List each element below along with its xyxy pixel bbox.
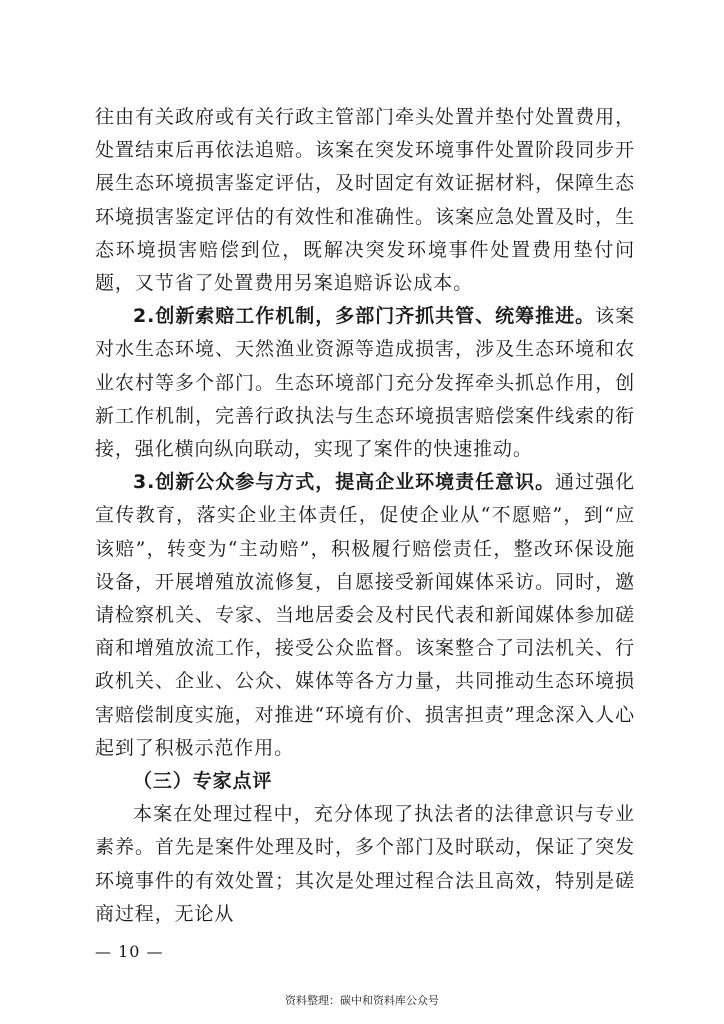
paragraph-3 — [95, 466, 635, 765]
paragraph-1: 往由有关政府或有关行政主管部门牵头处置并垫付处置费用，处置结束后再依法追赔。该案在突发环境事件处置阶段同步开展生态环境损害鉴定评估，及时固定有效证据材料，保障生态环境损害鉴定评估的有效性和准确性。该案应急处置及时，生态环境损害赔偿到位，既解决突发环境事件处置费用垫付问题，又节省了处置费用另案追赔诉讼成本。 — [95, 106, 635, 295]
page-number: — 10 — — [95, 942, 164, 961]
paragraph-2-body: 该案对水生态环境、天然渔业资源等造成损害，涉及生态环境和农业农村等多个部门。生态环境部门充分发挥牵头抓总作用，创新工作机制，完善行政执法与生态环境损害赔偿案件线索的衔接，强化横向纵向联动，实现了案件的快速推动。 — [95, 305, 635, 461]
paragraph-2-heading: 2.创新索赔工作机制，多部门齐抓共管、统筹推进。 — [133, 305, 596, 328]
document-body — [95, 101, 635, 931]
footer-source-note: 资料整理：碳中和资料库公众号 — [285, 994, 439, 1007]
section-heading-expert-review: （三）专家点评 — [133, 770, 273, 793]
paragraph-4: 本案在处理过程中，充分体现了执法者的法律意识与专业素养。首先是案件处理及时，多个部门及时联动，保证了突发环境事件的有效处置；其次是处理过程合法且高效，特别是磋商过程，无论从 — [95, 803, 635, 925]
paragraph-2 — [95, 300, 635, 466]
paragraph-3-body: 通过强化宣传教育，落实企业主体责任，促使企业从“不愿赔”，到“应该赔”，转变为“主动赔”，积极履行赔偿责任，整改环保设施设备，开展增殖放流修复，自愿接受新闻媒体采访。同时，邀请检察机关、专家、当地居委会及村民代表和新闻媒体参加磋商和增殖放流工作，接受公众监督。该案整合了司法机关、行政机关、企业、公众、媒体等各方力量，共同推动生态环境损害赔偿制度实施，对推进“环境有价、损害担责”理念深入人心起到了积极示范作用。 — [95, 471, 635, 759]
paragraph-3-heading: 3.创新公众参与方式，提高企业环境责任意识。 — [133, 471, 556, 494]
